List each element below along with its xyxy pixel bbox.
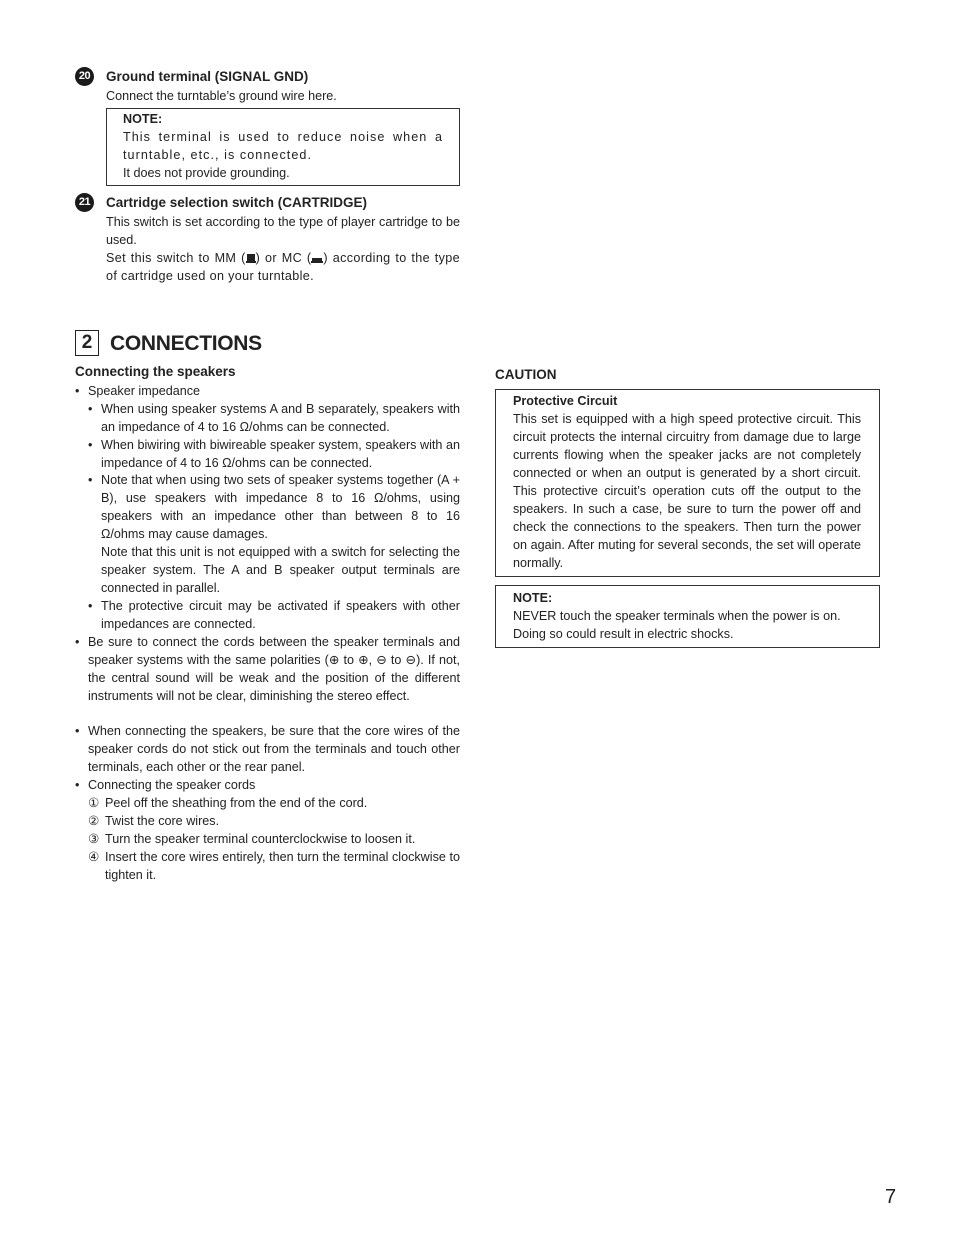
section-number: 2 <box>75 330 99 356</box>
item-title: Cartridge selection switch (CARTRIDGE) <box>106 195 368 210</box>
note-title: NOTE: <box>123 112 163 126</box>
item-body-line: Set this switch to MM ( ) or MC ( ) according to the type of cartridge used on your turntable. <box>106 251 460 283</box>
note-text: NEVER touch the speaker terminals when the power is on. Doing so could result in electric shocks. <box>513 609 841 641</box>
item-title: Ground terminal (SIGNAL GND) <box>106 69 309 84</box>
subheading: Connecting the speakers <box>75 364 236 379</box>
item-number-badge: 20 <box>75 67 94 86</box>
page-number: 7 <box>885 1186 897 1208</box>
caution-box <box>495 389 880 577</box>
mm-switch-position-icon <box>246 254 256 263</box>
mc-switch-position-icon <box>311 254 323 263</box>
caution-box-title: Protective Circuit <box>513 394 618 408</box>
caution-heading: CAUTION <box>495 367 557 382</box>
section-title: CONNECTIONS <box>110 332 262 355</box>
note-text: This terminal is used to reduce noise when a turntable, etc., is connected. <box>123 130 443 162</box>
item-number-badge: 21 <box>75 193 94 212</box>
note-box-ground <box>106 108 460 186</box>
item-body-line: This switch is set according to the type of player cartridge to be used. <box>106 215 460 247</box>
note-title: NOTE: <box>513 591 553 605</box>
item-body: Connect the turntable’s ground wire here. <box>106 89 337 103</box>
note-box-speakers <box>495 585 880 648</box>
item-body <box>106 213 460 285</box>
note-text-2: It does not provide grounding. <box>123 166 290 180</box>
caution-box-text: This set is equipped with a high speed protective circuit. This circuit protects the internal circuitry from damage due to large currents flowing when the speaker jacks are not completely connected or when an output is generated by a short circuit. This protective circuit’s operation cuts off the output to the speakers. In such a case, be sure to turn the power off and check the connections to the speakers. Then turn the power on again. After muting for several seconds, the set will operate normally. <box>513 412 861 570</box>
